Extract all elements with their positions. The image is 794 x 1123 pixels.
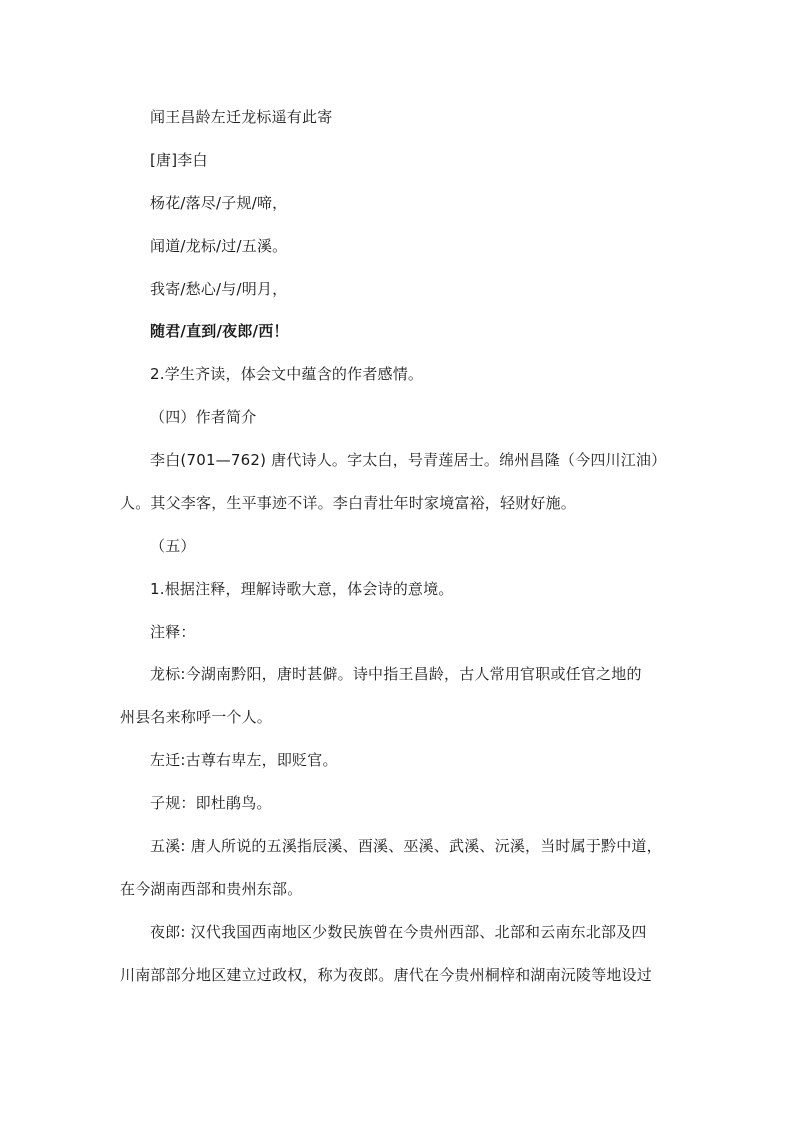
poem-line-4: 随君/直到/夜郎/西！ (150, 322, 289, 340)
author-bio-line-1: 李白(701—762) 唐代诗人。字太白，号青莲居士。绵州昌隆（今四川江油） (150, 451, 667, 469)
section-5-step-1: 1.根据注释，理解诗歌大意，体会诗的意境。 (150, 580, 454, 598)
note-longbiao-line-1: 龙标:今湖南黔阳，唐时甚僻。诗中指王昌龄，古人常用官职或任官之地的 (150, 665, 642, 683)
author-bio-line-2: 人。其父李客，生平事迹不详。李白青壮年时家境富裕，轻财好施。 (120, 494, 577, 512)
note-zuoqian: 左迁:古尊右卑左，即贬官。 (150, 751, 338, 769)
poem-line-3: 我寄/愁心/与/明月， (150, 280, 288, 298)
section-5-heading: （五） (150, 537, 196, 555)
step-2-text: 2.学生齐读，体会文中蕴含的作者感情。 (150, 365, 424, 383)
poem-line-2: 闻道/龙标/过/五溪。 (150, 237, 288, 255)
poem-author: [唐]李白 (150, 151, 208, 169)
poem-line-1: 杨花/落尽/子规/啼， (150, 194, 288, 212)
note-yelang-line-1: 夜郎: 汉代我国西南地区少数民族曾在今贵州西部、北部和云南东北部及四 (150, 923, 647, 941)
note-wuxi-line-1: 五溪: 唐人所说的五溪指辰溪、酉溪、巫溪、武溪、沅溪，当时属于黔中道， (150, 837, 662, 855)
notes-label: 注释： (150, 623, 196, 641)
note-zigui: 子规：即杜鹃鸟。 (150, 794, 272, 812)
note-longbiao-line-2: 州县名来称呼一个人。 (120, 708, 273, 726)
poem-title: 闻王昌龄左迁龙标遥有此寄 (150, 108, 333, 126)
note-yelang-line-2: 川南部部分地区建立过政权，称为夜郎。唐代在今贵州桐梓和湖南沅陵等地设过 (120, 966, 653, 984)
section-4-heading: （四）作者简介 (150, 408, 257, 426)
note-wuxi-line-2: 在今湖南西部和贵州东部。 (120, 880, 303, 898)
